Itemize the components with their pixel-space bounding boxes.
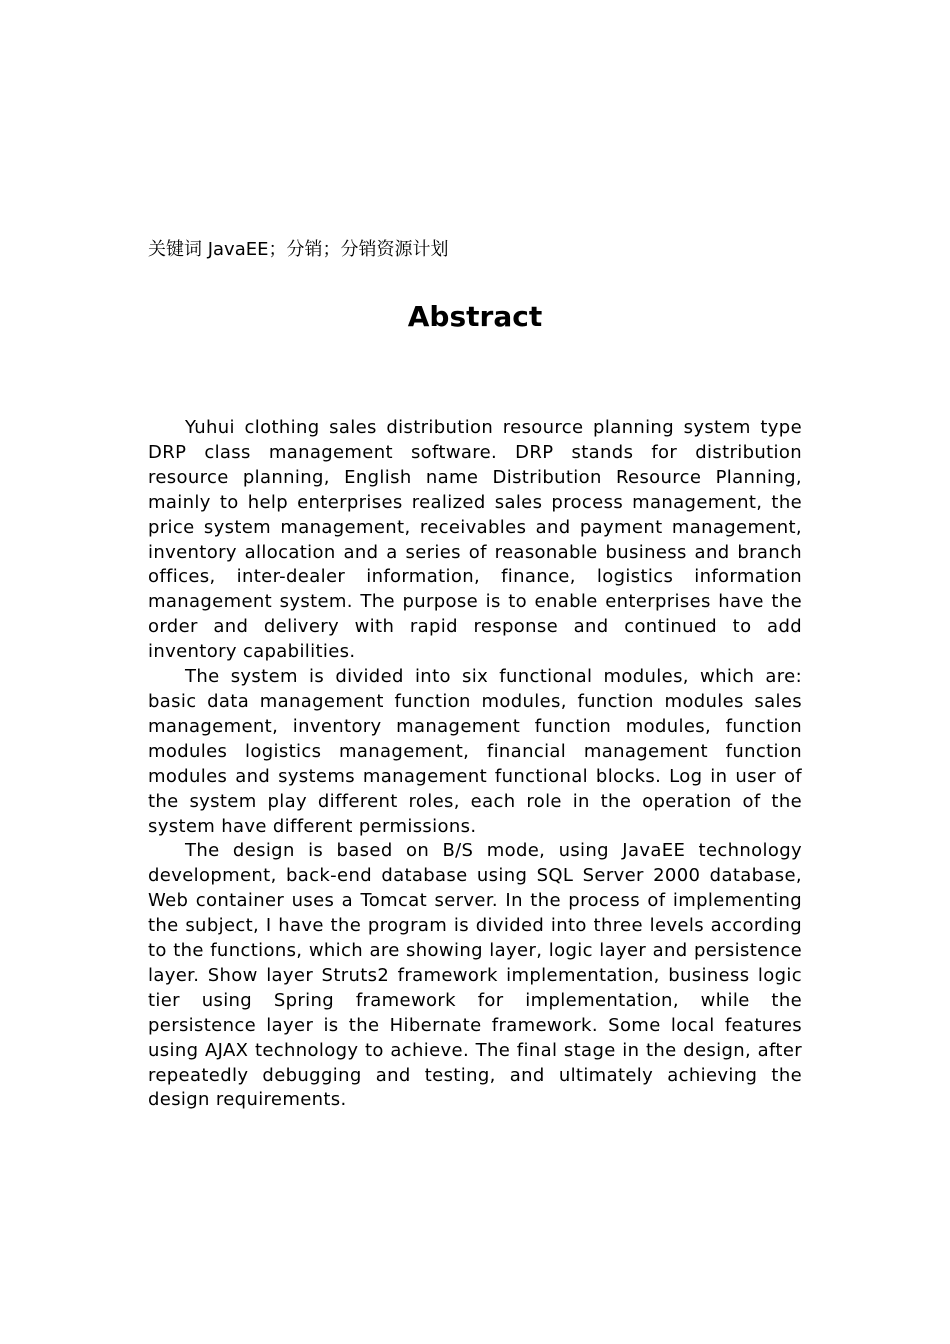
abstract-paragraph: The design is based on B/S mode, using JavaEE technology development, back-end database using SQL Server 2000 database, Web container uses a Tomcat server. In the process of implementing the subject, I have the program is divided into three levels according to the functions, which are showing layer, logic layer and persistence layer. Show layer Struts2 framework implementation, business logic tier using Spring framework for implementation, while the persistence layer is the Hibernate framework. Some local features using AJAX technology to achieve. The final stage in the design, after repeatedly debugging and testing, and ultimately achieving the design requirements. — [148, 840, 802, 1111]
abstract-paragraph: The system is divided into six functional modules, which are: basic data management function modules, function modules sales management, inventory management function modules, function modules logistics management, financial management function modules and systems management functional blocks. Log in user of the system play different roles, each role in the operation of the system have different permissions. — [148, 666, 802, 837]
abstract-body — [148, 416, 802, 1113]
abstract-paragraph: Yuhui clothing sales distribution resource planning system type DRP class management software. DRP stands for distribution resource planning, English name Distribution Resource Planning, mainly to help enterprises realized sales process management, the price system management, receivables and payment management, inventory allocation and a series of reasonable business and branch offices, inter-dealer information, finance, logistics information management system. The purpose is to enable enterprises have the order and delivery with rapid response and continued to add inventory capabilities. — [148, 417, 802, 663]
abstract-title: Abstract — [407, 300, 543, 333]
keywords-line: 关键词 JavaEE；分销；分销资源计划 — [148, 239, 449, 260]
